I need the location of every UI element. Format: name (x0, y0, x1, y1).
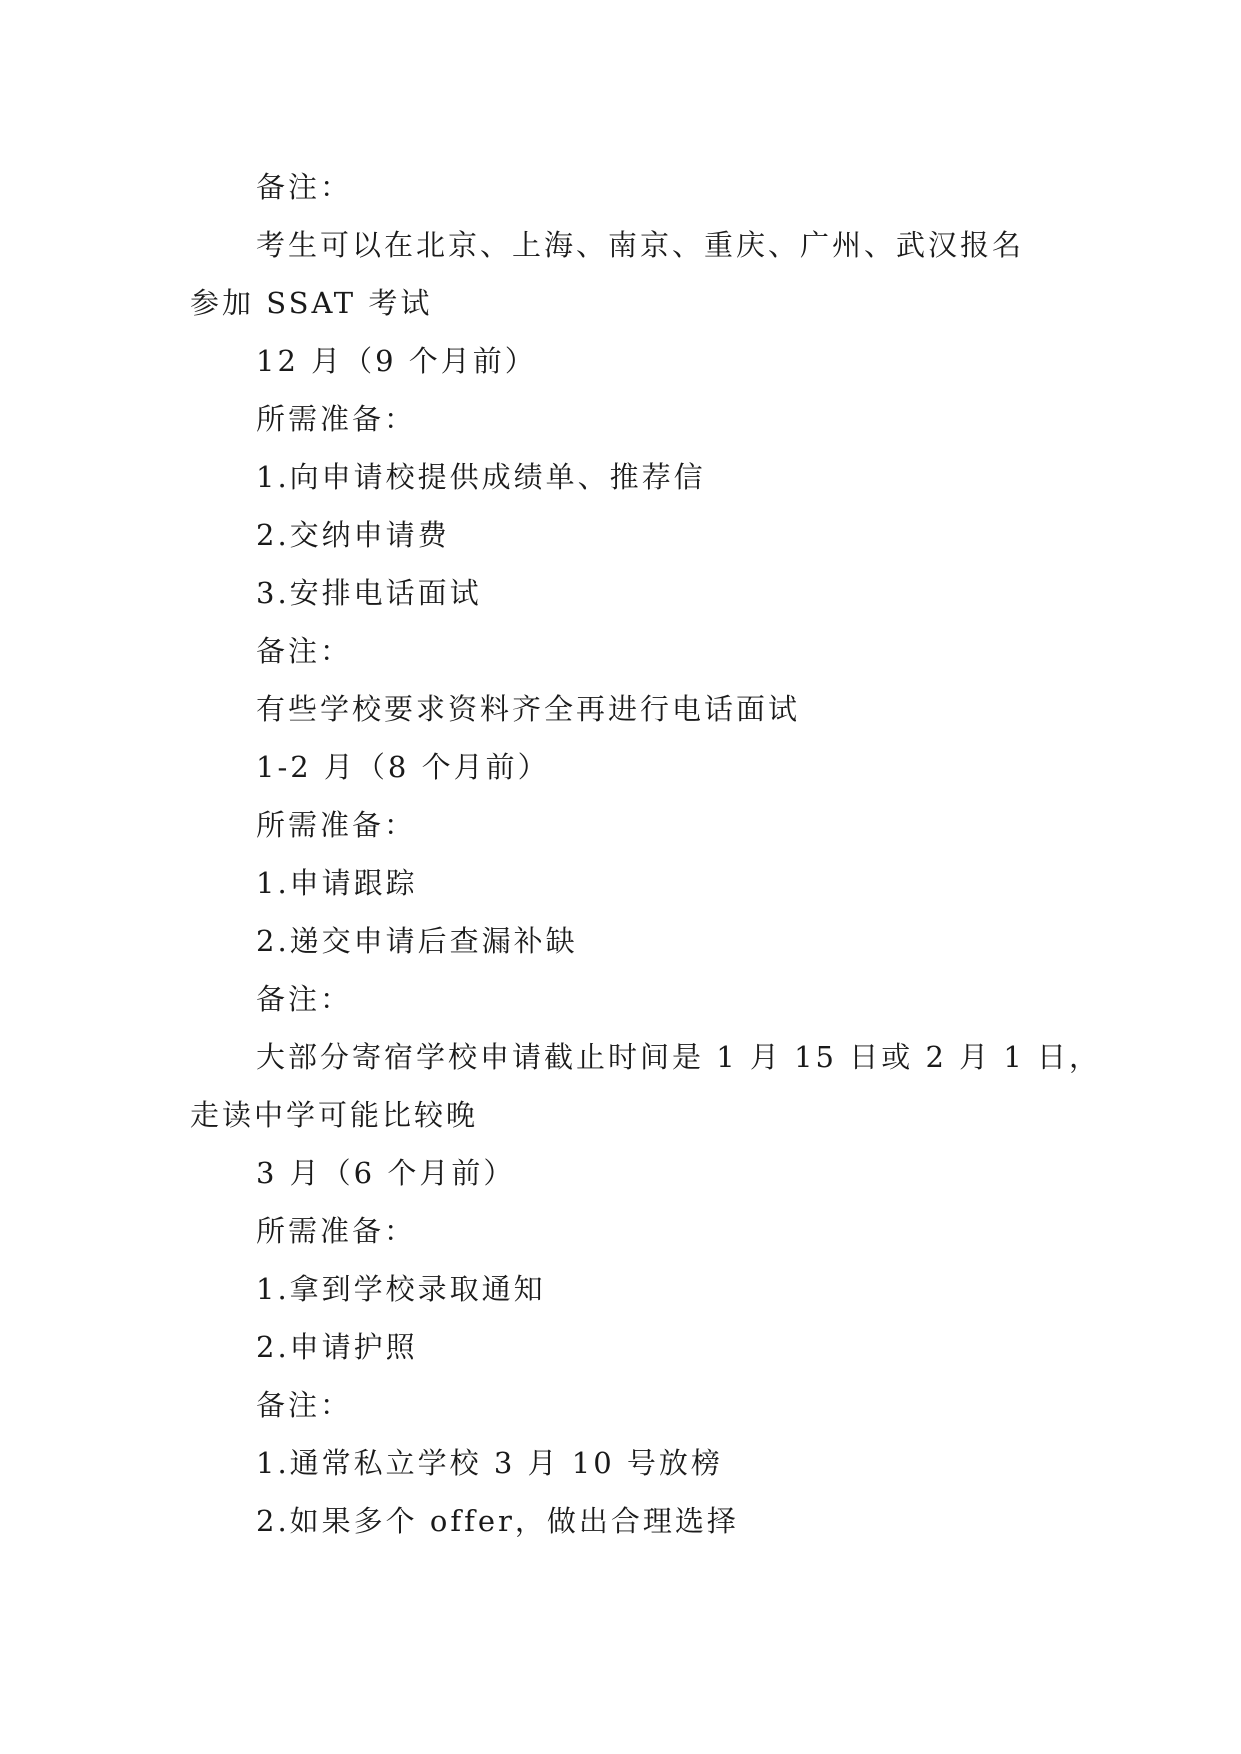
list-item: 1.通常私立学校 3 月 10 号放榜 (256, 1446, 723, 1480)
note-heading: 备注： (256, 1388, 353, 1422)
note-heading: 备注： (256, 634, 353, 668)
list-item: 2.递交申请后查漏补缺 (256, 924, 578, 958)
list-item: 2.交纳申请费 (256, 518, 450, 552)
list-item: 1.拿到学校录取通知 (256, 1272, 546, 1306)
month-heading: 12 月（9 个月前） (256, 344, 537, 378)
paragraph-line-continued: 参加 SSAT 考试 (190, 286, 433, 320)
month-heading: 3 月（6 个月前） (256, 1156, 516, 1190)
preparation-heading: 所需准备： (256, 1214, 417, 1248)
preparation-heading: 所需准备： (256, 808, 417, 842)
paragraph-line: 大部分寄宿学校申请截止时间是 1 月 15 日或 2 月 1 日， (256, 1040, 1102, 1074)
paragraph-line: 有些学校要求资料齐全再进行电话面试 (256, 692, 801, 726)
list-item: 3.安排电话面试 (256, 576, 482, 610)
list-item: 2.申请护照 (256, 1330, 418, 1364)
paragraph-line-continued: 走读中学可能比较晚 (190, 1098, 479, 1132)
list-item: 2.如果多个 offer，做出合理选择 (256, 1504, 739, 1538)
preparation-heading: 所需准备： (256, 402, 417, 436)
paragraph-line: 考生可以在北京、上海、南京、重庆、广州、武汉报名 (256, 228, 1025, 262)
note-heading: 备注： (256, 982, 353, 1016)
list-item: 1.向申请校提供成绩单、推荐信 (256, 460, 706, 494)
list-item: 1.申请跟踪 (256, 866, 418, 900)
month-heading: 1-2 月（8 个月前） (256, 750, 550, 784)
document-body (190, 158, 1102, 1550)
note-heading: 备注： (256, 170, 353, 204)
